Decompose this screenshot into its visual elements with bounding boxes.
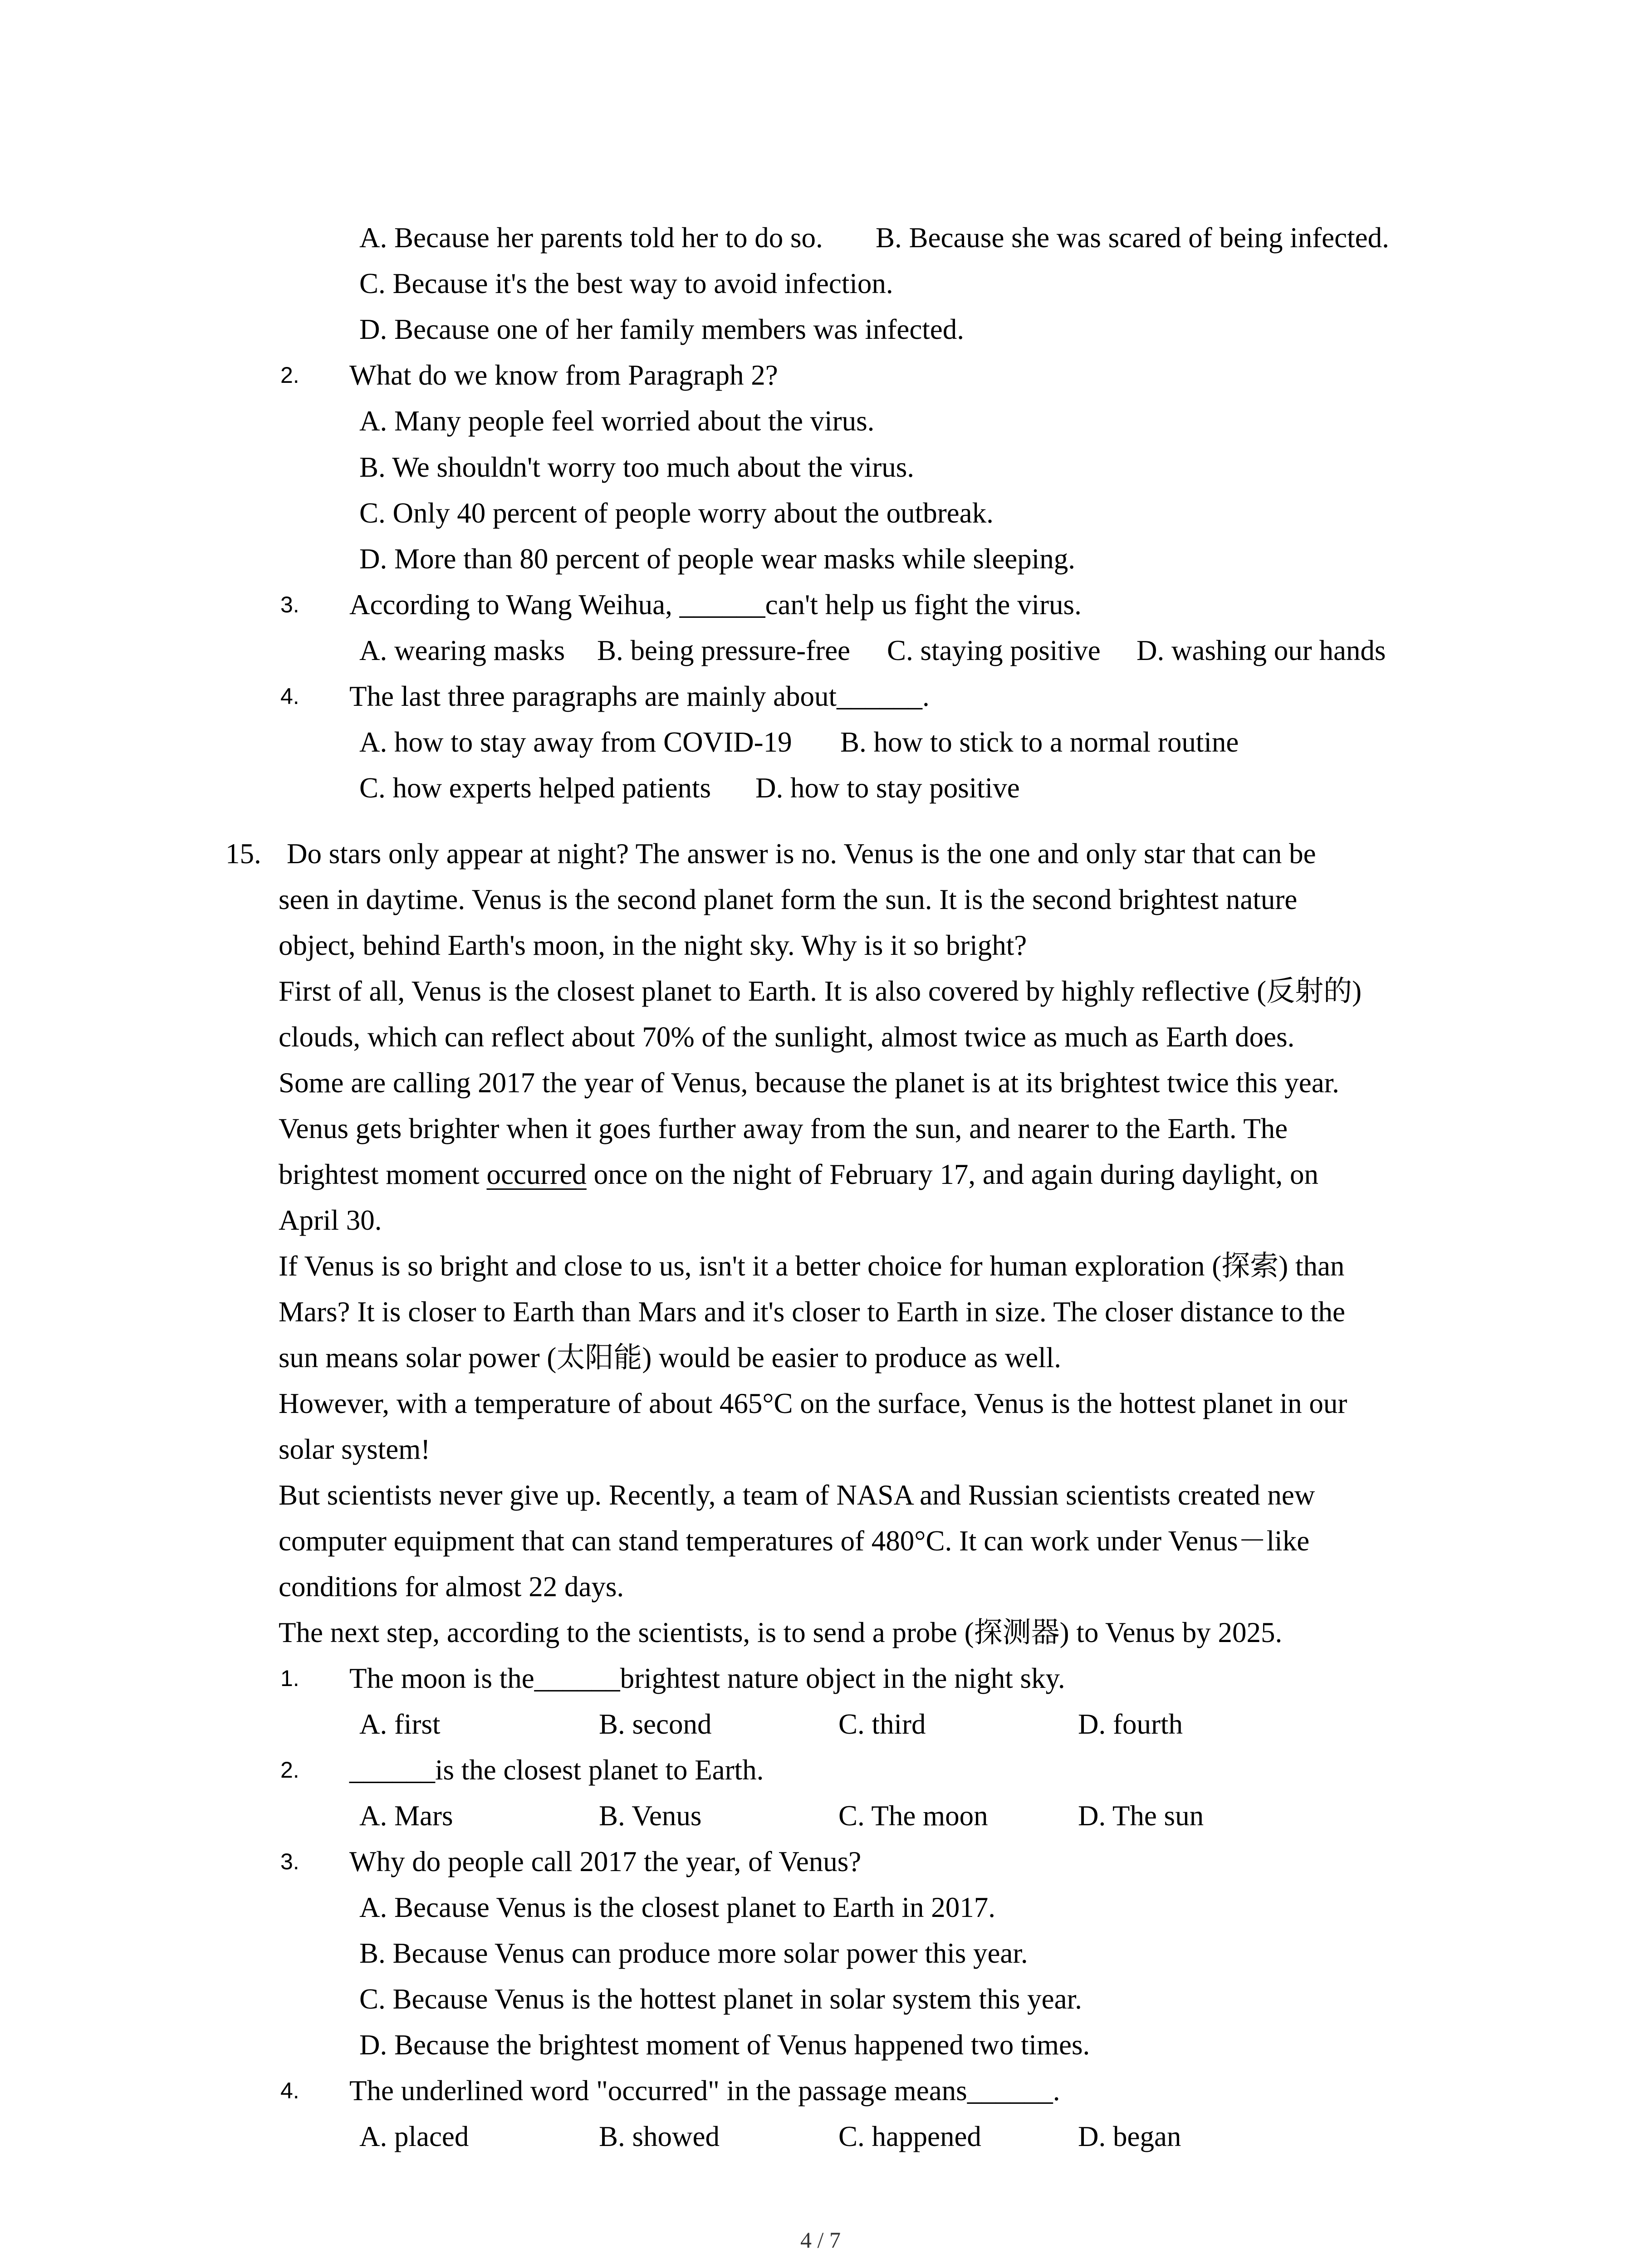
passage-line: solar system! <box>279 1433 431 1465</box>
question-text: ______is the closest planet to Earth. <box>349 1754 764 1786</box>
question-number: 15. <box>225 838 261 870</box>
option-b: B. Because Venus can produce more solar power this year. <box>359 1937 1028 1969</box>
question-text: What do we know from Paragraph 2? <box>349 359 778 391</box>
question-number: 4. <box>280 684 299 709</box>
option-c: C. Because Venus is the hottest planet in solar system this year. <box>359 1983 1082 2015</box>
option-c: C. how experts helped patients <box>359 772 711 804</box>
passage-line: Do stars only appear at night? The answer is no. Venus is the one and only star that can be <box>287 838 1316 870</box>
option-d: D. The sun <box>1078 1800 1204 1832</box>
question-number: 2. <box>280 362 299 388</box>
passage-line: But scientists never give up. Recently, a team of NASA and Russian scientists created new <box>279 1479 1315 1511</box>
question-number: 1. <box>280 1666 299 1691</box>
option-b: B. showed <box>599 2121 720 2152</box>
passage-line: Some are calling 2017 the year of Venus, because the planet is at its brightest twice this year. <box>279 1067 1339 1099</box>
option-d: D. fourth <box>1078 1708 1183 1740</box>
option-d: D. began <box>1078 2121 1181 2152</box>
page-number: 4 / 7 <box>800 2227 841 2253</box>
passage-line: conditions for almost 22 days. <box>279 1571 624 1603</box>
option-c: C. Because it's the best way to avoid infection. <box>359 268 893 299</box>
passage-line: computer equipment that can stand temperatures of 480°C. It can work under Venus－like <box>279 1525 1310 1557</box>
option-a: A. Because Venus is the closest planet to Earth in 2017. <box>359 1892 996 1923</box>
passage-line: First of all, Venus is the closest planet to Earth. It is also covered by highly reflective (反射的) <box>279 975 1362 1007</box>
option-c: C. third <box>838 1708 926 1740</box>
option-d: D. More than 80 percent of people wear masks while sleeping. <box>359 543 1076 575</box>
passage-line: If Venus is so bright and close to us, isn't it a better choice for human exploration (探索) than <box>279 1250 1345 1282</box>
question-number: 4. <box>280 2078 299 2103</box>
question-number: 3. <box>280 1849 299 1874</box>
option-a: A. placed <box>359 2121 469 2152</box>
underlined-word: occurred <box>486 1158 587 1190</box>
option-a: A. wearing masks <box>359 635 565 666</box>
option-a: A. Many people feel worried about the virus. <box>359 405 875 437</box>
option-d: D. how to stay positive <box>755 772 1020 804</box>
text-segment: brightest moment <box>279 1158 487 1190</box>
option-c: C. Only 40 percent of people worry about the outbreak. <box>359 497 994 529</box>
passage-line: object, behind Earth's moon, in the night sky. Why is it so bright? <box>279 929 1027 961</box>
passage-line <box>279 1156 1318 1193</box>
option-b: B. Venus <box>599 1800 702 1832</box>
option-b: B. being pressure-free <box>597 635 851 666</box>
question-number: 3. <box>280 592 299 617</box>
option-a: A. first <box>359 1708 441 1740</box>
option-b: B. second <box>599 1708 712 1740</box>
passage-line: Venus gets brighter when it goes further away from the sun, and nearer to the Earth. The <box>279 1113 1288 1144</box>
question-number: 2. <box>280 1757 299 1783</box>
question-text: Why do people call 2017 the year, of Venus? <box>349 1846 862 1877</box>
question-text: According to Wang Weihua, ______can't help us fight the virus. <box>349 589 1082 621</box>
option-b: B. how to stick to a normal routine <box>840 726 1239 758</box>
passage-line: clouds, which can reflect about 70% of the sunlight, almost twice as much as Earth does. <box>279 1021 1295 1053</box>
passage-line: Mars? It is closer to Earth than Mars and it's closer to Earth in size. The closer distance to the <box>279 1296 1345 1328</box>
option-b: B. Because she was scared of being infected. <box>876 222 1389 254</box>
passage-line: sun means solar power (太阳能) would be easier to produce as well. <box>279 1342 1062 1374</box>
option-a: A. how to stay away from COVID-19 <box>359 726 792 758</box>
passage-line: However, with a temperature of about 465°C on the surface, Venus is the hottest planet in our <box>279 1388 1347 1419</box>
question-text: The last three paragraphs are mainly about______. <box>349 680 930 712</box>
question-text: The underlined word "occurred" in the passage means______. <box>349 2075 1060 2107</box>
option-d: D. Because one of her family members was infected. <box>359 313 964 345</box>
option-d: D. washing our hands <box>1136 635 1386 666</box>
question-text: The moon is the______brightest nature object in the night sky. <box>349 1662 1065 1694</box>
text-segment: once on the night of February 17, and again during daylight, on <box>586 1158 1318 1190</box>
passage-line: The next step, according to the scientists, is to send a probe (探测器) to Venus by 2025. <box>279 1617 1283 1648</box>
option-c: C. The moon <box>838 1800 988 1832</box>
passage-line: April 30. <box>279 1204 382 1236</box>
option-c: C. happened <box>838 2121 981 2152</box>
option-a: A. Because her parents told her to do so. <box>359 222 823 254</box>
passage-line: seen in daytime. Venus is the second planet form the sun. It is the second brightest nature <box>279 884 1298 915</box>
option-c: C. staying positive <box>887 635 1101 666</box>
option-a: A. Mars <box>359 1800 453 1832</box>
option-d: D. Because the brightest moment of Venus happened two times. <box>359 2029 1090 2061</box>
option-b: B. We shouldn't worry too much about the virus. <box>359 451 914 483</box>
